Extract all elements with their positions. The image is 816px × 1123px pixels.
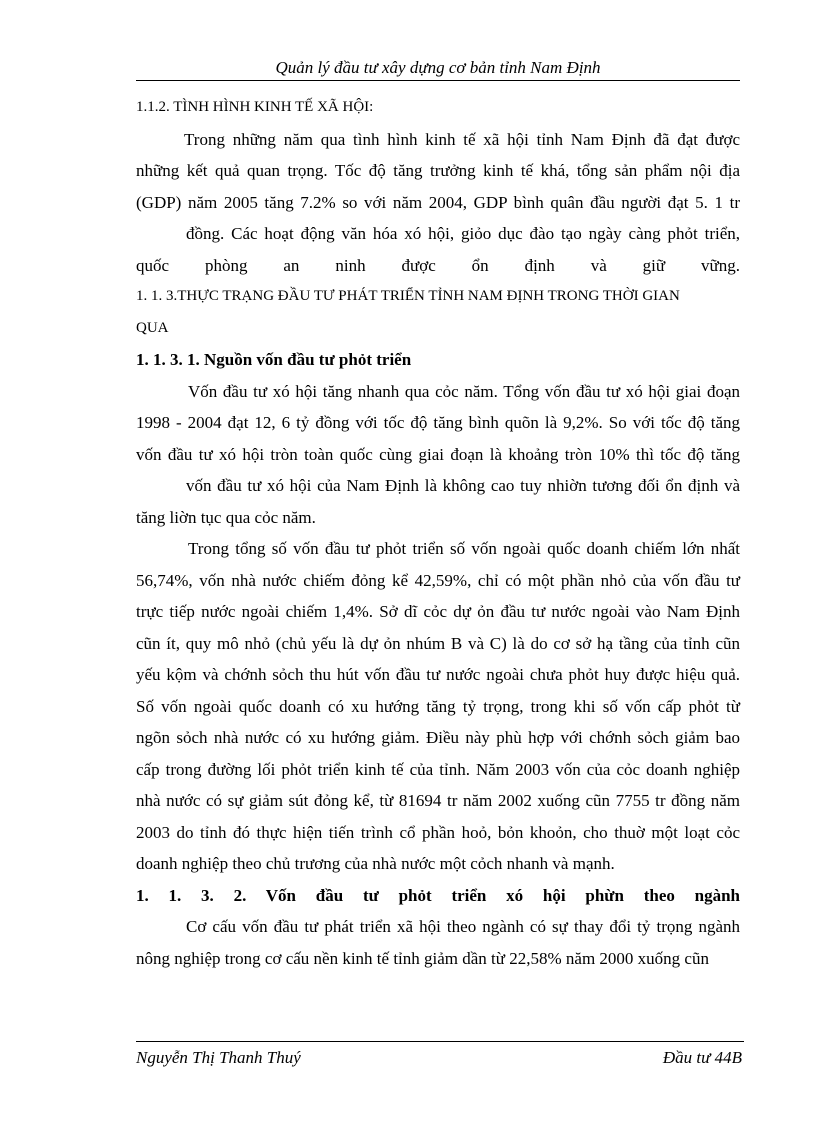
section-heading: 1. 1. 3. 1. Nguồn vốn đầu tư phỏt triển [136,350,412,369]
text-line: (GDP) năm 2005 tăng 7.2% so với năm 2004, GDP bình quân đầu người đạt 5. 1 tr [136,192,740,212]
text-line: 1998 - 2004 đạt 12, 6 tỷ đồng với tốc độ tăng bình quõn là 9,2%. So với tốc độ tăng [136,413,740,432]
text-line: cũn ít, quy mô nhỏ (chủ yếu là dự ỏn nhúm B và C) là do cơ sở hạ tầng của tỉnh cũn [136,633,740,653]
text-line: Số vốn ngoài quốc doanh có xu hướng tăng tỷ trọng, trong khi số vốn cấp phỏt từ [136,696,740,716]
footer-class: Đầu tư 44B [662,1048,742,1067]
text-line: yếu kộm và chớnh sỏch thu hút vốn đầu tư nước ngoài chưa phỏt huy được hiệu quả. [136,665,740,684]
text-line: những kết quả quan trọng. Tốc độ tăng trưởng kinh tế khá, tổng sản phẩm nội địa [136,161,740,180]
text-line: vốn đầu tư xó hội tròn toàn quốc cùng giai đoạn là khoảng tròn 10% thì tốc độ tăng [136,444,740,464]
text-line: Vốn đầu tư xó hội tăng nhanh qua cỏc năm. Tổng vốn đầu tư xó hội giai đoạn [188,381,740,401]
text-line: doanh nghiệp theo chủ trương của nhà nước một cỏch nhanh và mạnh. [136,854,615,873]
footer-rule [136,1041,744,1042]
text-line: QUA [136,319,169,336]
text-line: quốc phòng an ninh được ổn định và giữ vững. [136,255,740,275]
text-line: ngõn sỏch nhà nước có xu hướng giảm. Điều này phù hợp với chớnh sỏch giảm bao [136,728,740,747]
text-line: 56,74%, vốn nhà nước chiếm đỏng kể 42,59%, chỉ có một phần nhỏ của vốn đầu tư [136,570,740,590]
text-line: 1.1.2. TÌNH HÌNH KINH TẾ XÃ HỘI: [136,99,374,115]
text-line: tăng liờn tục qua cỏc năm. [136,507,316,527]
text-line: Trong những năm qua tình hình kinh tế xã hội tỉnh Nam Định đã đạt được [184,129,740,149]
text-line: nhà nước có sự giảm sút đỏng kể, từ 81694 tr năm 2002 xuống cũn 7755 tr đồng năm [136,791,740,810]
text-line: 2003 do tỉnh đó thực hiện tiến trình cổ phần hoỏ, bỏn khoỏn, cho thuờ một loạt cỏc [136,822,740,842]
text-line: đồng. Các hoạt động văn hóa xó hội, giỏo dục đào tạo ngày càng phỏt triển, [186,224,740,243]
text-line: Trong tổng số vốn đầu tư phỏt triển số vốn ngoài quốc doanh chiếm lớn nhất [188,539,740,558]
text-line: cấp trong đường lối phỏt triển kinh tế của tỉnh. Năm 2003 vốn của cỏc doanh nghiệp [136,759,740,779]
text-line: Cơ cấu vốn đầu tư phát triển xã hội theo ngành có sự thay đổi tỷ trọng ngành [186,917,740,936]
text-line: nông nghiệp trong cơ cấu nền kinh tế tỉnh giảm dần từ 22,58% năm 2000 xuống cũn [136,948,709,968]
section-heading: 1. 1. 3. 2. Vốn đầu tư phỏt triển xó hội phừn theo ngành [136,885,740,905]
text-line: 1. 1. 3.THỰC TRẠNG ĐẦU TƯ PHÁT TRIỂN TỈNH NAM ĐỊNH TRONG THỜI GIAN [136,288,680,304]
page-header-title: Quản lý đầu tư xây dựng cơ bản tỉnh Nam Định [275,58,601,77]
header-rule [136,80,740,81]
document-body [136,92,740,974]
text-line: trực tiếp nước ngoài chiếm 1,4%. Sở dĩ cỏc dự ỏn đầu tư nước ngoài vào Nam Định [136,602,740,621]
footer-author: Nguyễn Thị Thanh Thuý [136,1048,301,1067]
text-line: vốn đầu tư xó hội của Nam Định là không cao tuy nhiờn tương đối ổn định và [186,476,740,495]
